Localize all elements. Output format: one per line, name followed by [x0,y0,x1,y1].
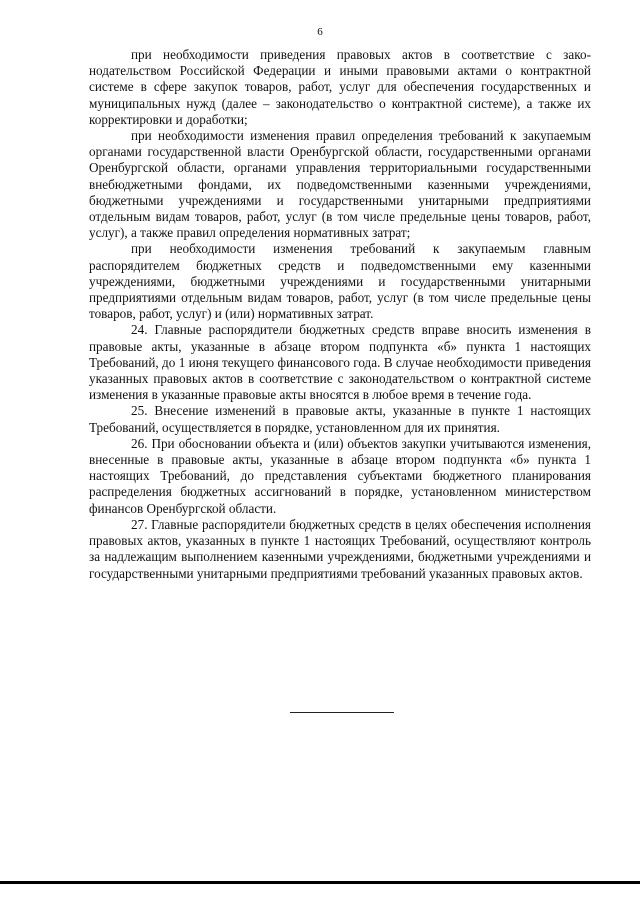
document-body [89,47,591,582]
paragraph: при необходимости изменения требований к закупаемым главным распорядителем бюджетных средств и подведомственными ему казенными учреждениями, бюджетными учреждениями и государственными унитарными предприятиями отдельным видам товаров, работ, услуг (в том числе предельные цены товаров, работ, услуг) и (или) нормативных затрат. [89,241,591,322]
scan-border-bar [0,881,640,884]
paragraph-item-27: 27. Главные распорядители бюджетных средств в целях обеспечения исполнения правовых актов, указанных в пункте 1 настоящих Требований, осуществляют контроль за надлежащим выполнением казенными учреждениями, бюджетными учреждениями и государственными унитарными предприятиями требований указанных правовых актов. [89,516,591,581]
paragraph-item-25: 25. Внесение изменений в правовые акты, указанные в пункте 1 настоящих Требований, осуществляется в порядке, установленном для их принятия. [89,403,591,435]
paragraph: при необходимости изменения правил определения требований к закупаемым органами государственной власти Оренбургской области, государственными органами Оренбургской области, органами управления территориальными государственными внебюджетными фондами, их подведомственными казенными учреждениями, бюджетными учреждениями и государственными унитарными предприятиями отдельным видам товаров, работ, услуг (в том числе предельные цены товаров, работ, услуг), а также правил определения нормативных затрат; [89,128,591,241]
paragraph-item-26: 26. При обосновании объекта и (или) объектов закупки учитываются изменения, внесенные в правовые акты, указанные в абзаце втором подпункта «б» пункта 1 настоящих Требований, до представления субъектами бюджетного планирования распределения бюджетных ассигнований в порядке, установленном министерством финансов Оренбургской области. [89,435,591,516]
paragraph: при необходимости приведения правовых актов в соответствие с законодательством Российской Федерации и иными правовыми актами о контрактной системе в сфере закупок товаров, работ, услуг для обеспечения государственных и муниципальных нужд (далее – законодательство о контрактной системе), а также их корректировки и доработки; [89,47,591,127]
end-of-document-rule [290,712,394,713]
paragraph-item-24: 24. Главные распорядители бюджетных средств вправе вносить изменения в правовые акты, указанные в абзаце втором подпункта «б» пункта 1 настоящих Требований, до 1 июня текущего финансового года. В случае необходимости приведения указанных правовых актов в соответствие с законодательством о контрактной системе изменения в указанные правовые акты вносятся в любое время в течение года. [89,322,591,403]
page-number: 6 [317,26,323,38]
